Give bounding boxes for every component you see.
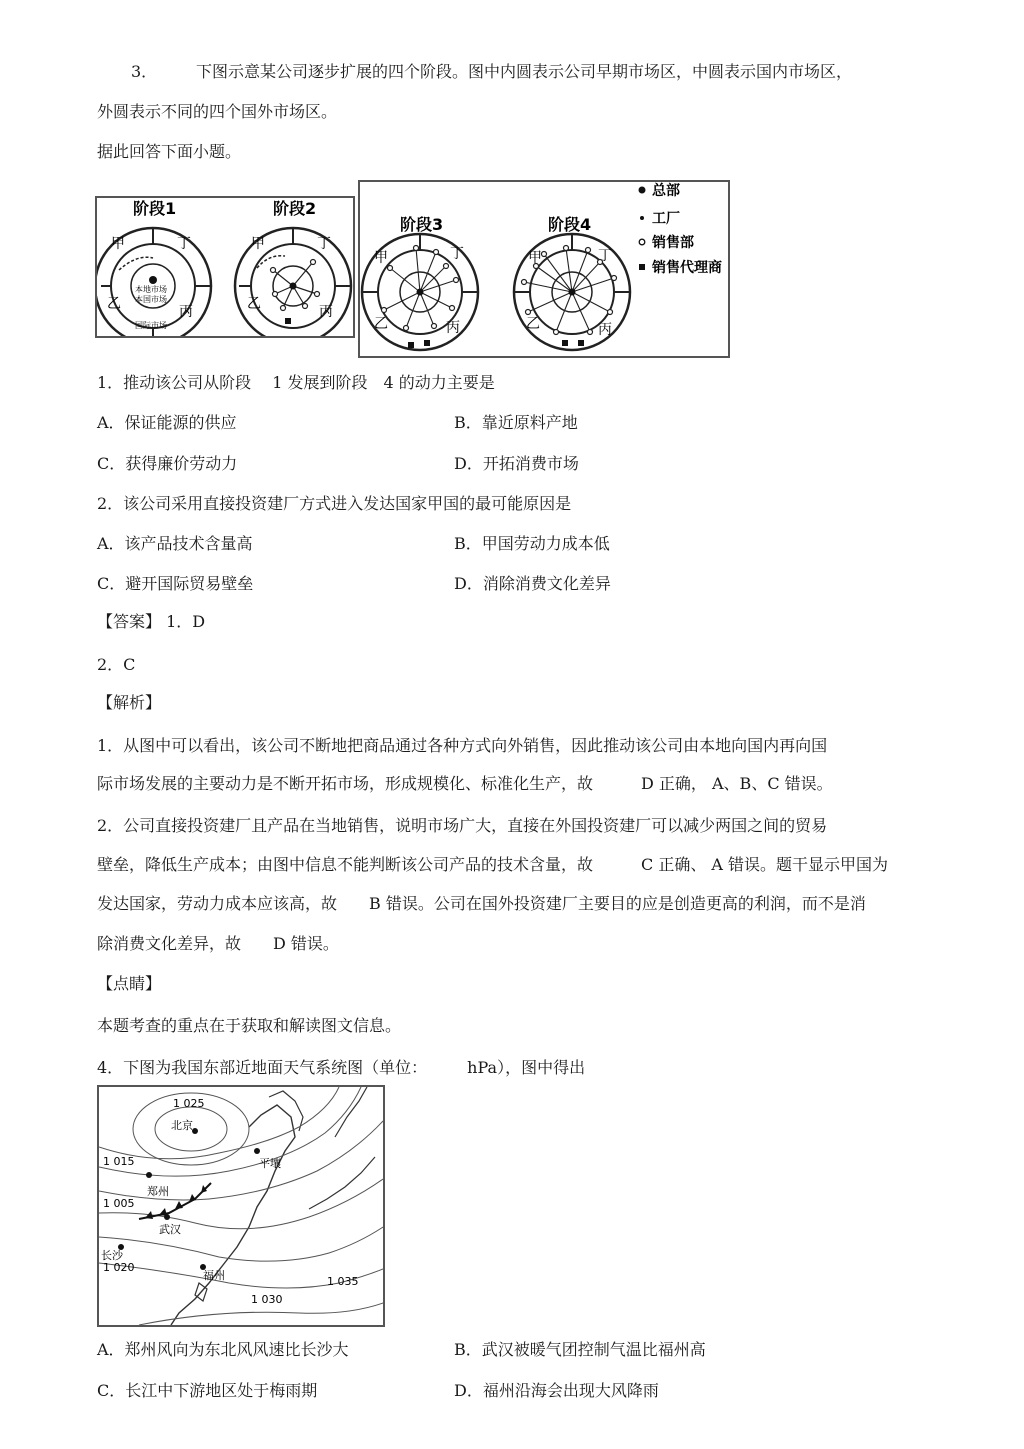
analysis-p2-line3: 发达国家，劳动力成本应该高，故 B 错误。公司在国外投资建厂主要目的应是创造更高的利润，而不是消: [97, 894, 866, 913]
isobar-1030: 1 030: [251, 1293, 283, 1306]
stage1-bing: 丙: [179, 304, 193, 320]
isobar-1020: 1 020: [103, 1261, 135, 1274]
stage3-jia: 甲: [374, 250, 388, 266]
domestic-market-label: 本国市场: [135, 295, 167, 304]
sub1-option-c: C．获得廉价劳动力: [97, 454, 238, 473]
analysis-p2-line4: 除消费文化差异，故 D 错误。: [97, 934, 339, 953]
weather-map: [97, 1085, 385, 1327]
stages-3-4-panel: [358, 180, 730, 358]
stage4-label: 阶段4: [548, 215, 592, 234]
comment-text: 本题考查的重点在于获取和解读图文信息。: [97, 1016, 402, 1035]
legend-sales: 销售部: [652, 235, 694, 251]
stage4-jia: 甲: [528, 250, 542, 266]
sub2-option-b: B．甲国劳动力成本低: [454, 534, 610, 553]
stage2-jia: 甲: [251, 236, 265, 252]
stage2-yi: 乙: [247, 296, 261, 312]
legend-factory-dot: [640, 216, 644, 220]
q4-stem: 4．下图为我国东部近地面天气系统图（单位： hPa），图中得出: [97, 1058, 586, 1077]
analysis-title: 【解析】: [97, 693, 162, 712]
sub1-option-b: B．靠近原料产地: [454, 413, 578, 432]
local-market-label: 本地市场: [135, 285, 167, 294]
analysis-p2-line2: 壁垒，降低生产成本；由图中信息不能判断该公司产品的技术含量，故 C 正确、 A 错误。题干显示甲国为: [97, 855, 889, 874]
comment-title: 【点睛】: [97, 974, 162, 993]
stage4-ding: 丁: [598, 248, 612, 264]
stage2-ding: 丁: [317, 236, 331, 252]
sub1-option-a: A．保证能源的供应: [97, 413, 237, 432]
legend-hq: 总部: [652, 183, 680, 199]
q4-option-d: D．福州沿海会出现大风降雨: [454, 1381, 659, 1400]
stage3-ding: 丁: [450, 246, 464, 262]
sub1-option-d: D．开拓消费市场: [454, 454, 579, 473]
stage1-jia: 甲: [111, 236, 125, 252]
stage4-bing: 丙: [598, 322, 612, 338]
isobar-1005: 1 005: [103, 1197, 135, 1210]
city-zhengzhou: 郑州: [147, 1185, 169, 1198]
isobar-1035: 1 035: [327, 1275, 359, 1288]
q4-option-a: A．郑州风向为东北风风速比长沙大: [97, 1340, 349, 1359]
legend-factory: 工厂: [652, 211, 680, 227]
stage3-bing: 丙: [446, 320, 460, 336]
legend-agent-square: [639, 264, 645, 270]
q3-intro-line1: 下图示意某公司逐步扩展的四个阶段。图中内圆表示公司早期市场区，中圆表示国内市场区，: [196, 62, 853, 81]
isobar-1025: 1 025: [173, 1097, 205, 1110]
q4-option-c: C．长江中下游地区处于梅雨期: [97, 1381, 318, 1400]
isobar-1015: 1 015: [103, 1155, 135, 1168]
analysis-p1-line1: 1．从图中可以看出，该公司不断地把商品通过各种方式向外销售，因此推动该公司由本地向国内再向国: [97, 736, 828, 755]
stage3-yi: 乙: [374, 316, 388, 332]
stage1-label: 阶段1: [133, 199, 177, 218]
analysis-p2-line1: 2．公司直接投资建厂且产品在当地销售，说明市场广大，直接在外国投资建厂可以减少两国之间的贸易: [97, 816, 828, 835]
stage1-yi: 乙: [107, 296, 121, 312]
sub1-stem: 1．推动该公司从阶段 1 发展到阶段 4 的动力主要是: [97, 373, 495, 392]
answer-line2: 2．C: [97, 655, 136, 674]
city-wuhan: 武汉: [159, 1223, 181, 1236]
sub2-option-d: D．消除消费文化差异: [454, 574, 611, 593]
sub2-option-a: A．该产品技术含量高: [97, 534, 253, 553]
legend-sales-dot: [639, 239, 645, 245]
stage4-yi: 乙: [526, 316, 540, 332]
stage2-bing: 丙: [319, 304, 333, 320]
stage1-ding: 丁: [177, 236, 191, 252]
city-fuzhou: 福州: [203, 1269, 225, 1282]
city-pyongyang: 平壤: [259, 1157, 281, 1170]
q3-number: 3．: [131, 62, 158, 81]
sub2-stem: 2．该公司采用直接投资建厂方式进入发达国家甲国的最可能原因是: [97, 494, 572, 513]
analysis-p1-line2: 际市场发展的主要动力是不断开拓市场，形成规模化、标准化生产，故 D 正确， A、B、C 错误。: [97, 774, 833, 793]
q4-option-b: B．武汉被暖气团控制气温比福州高: [454, 1340, 706, 1359]
legend-hq-dot: [639, 187, 646, 194]
legend-agent: 销售代理商: [652, 260, 722, 276]
answer-line1: 【答案】 1．D: [97, 612, 206, 631]
stages-1-2-panel: [95, 196, 355, 338]
stage2-label: 阶段2: [273, 199, 317, 218]
q3-intro-line2: 外圆表示不同的四个国外市场区。: [97, 102, 338, 121]
city-changsha: 长沙: [101, 1249, 123, 1262]
stage3-label: 阶段3: [400, 215, 444, 234]
city-beijing: 北京: [171, 1119, 193, 1132]
q3-prompt: 据此回答下面小题。: [97, 142, 242, 161]
sub2-option-c: C．避开国际贸易壁垒: [97, 574, 254, 593]
intl-market-label: 国际市场: [135, 321, 167, 330]
